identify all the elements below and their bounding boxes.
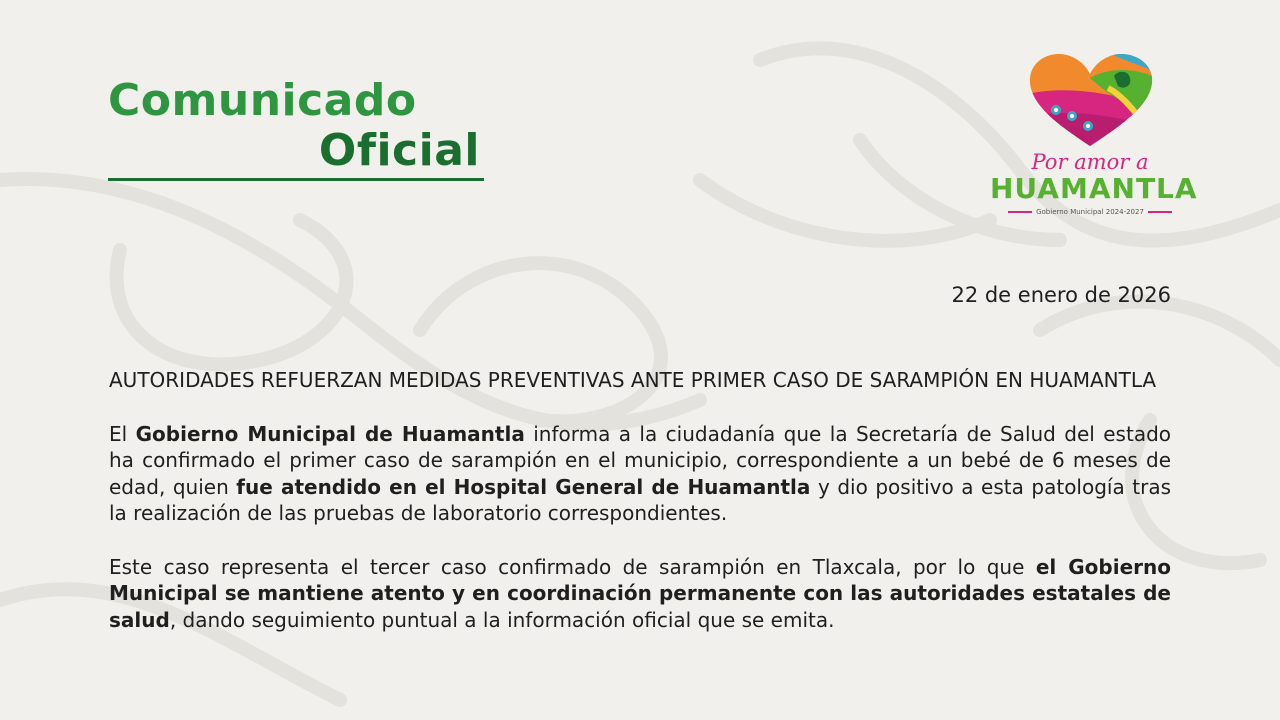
paragraph-1-bold-1: Gobierno Municipal de Huamantla <box>135 421 525 446</box>
headline: AUTORIDADES REFUERZAN MEDIDAS PREVENTIVAS ANTE PRIMER CASO DE SARAMPIÓN EN HUAMANTLA <box>109 368 1157 392</box>
title-line-comunicado: Comunicado <box>108 75 417 126</box>
huamantla-logo <box>990 48 1198 218</box>
document-title <box>108 76 486 181</box>
paragraph-1-text-3: y dio positivo a esta patología tras la realización de las pruebas de laboratorio correspondientes. <box>109 474 1172 525</box>
logo-subtitle: Gobierno Municipal 2024-2027 <box>990 208 1190 216</box>
heart-landscape-icon <box>990 48 1190 148</box>
paragraph-1-bold-2: fue atendido en el Hospital General de Huamantla <box>236 474 811 499</box>
paragraph-2-text-2: , dando seguimiento puntual a la información oficial que se emita. <box>169 607 835 632</box>
paragraph-1-text-1: El <box>109 421 136 446</box>
paragraph-2-text-1: Este caso representa el tercer caso confirmado de sarampión en Tlaxcala, por lo que <box>109 554 1036 579</box>
paragraph-1 <box>109 421 1171 527</box>
paragraph-1-text-2: informa a la ciudadanía que la Secretaría de Salud del estado ha confirmado el primer caso de sarampión en el municipio, correspondiente a un bebé de 6 meses de edad, quien <box>109 421 1172 499</box>
logo-name: HUAMANTLA <box>990 172 1198 205</box>
title-underline <box>108 178 484 181</box>
document-body <box>109 367 1171 633</box>
paragraph-2 <box>109 554 1171 634</box>
logo-slogan: Por amor a <box>1031 150 1149 174</box>
title-line-oficial: Oficial <box>318 125 480 176</box>
document-date: 22 de enero de 2026 <box>951 283 1171 307</box>
paragraph-2-bold-1: el Gobierno Municipal se mantiene atento y en coordinación permanente con las autoridades estatales de salud <box>109 554 1171 632</box>
